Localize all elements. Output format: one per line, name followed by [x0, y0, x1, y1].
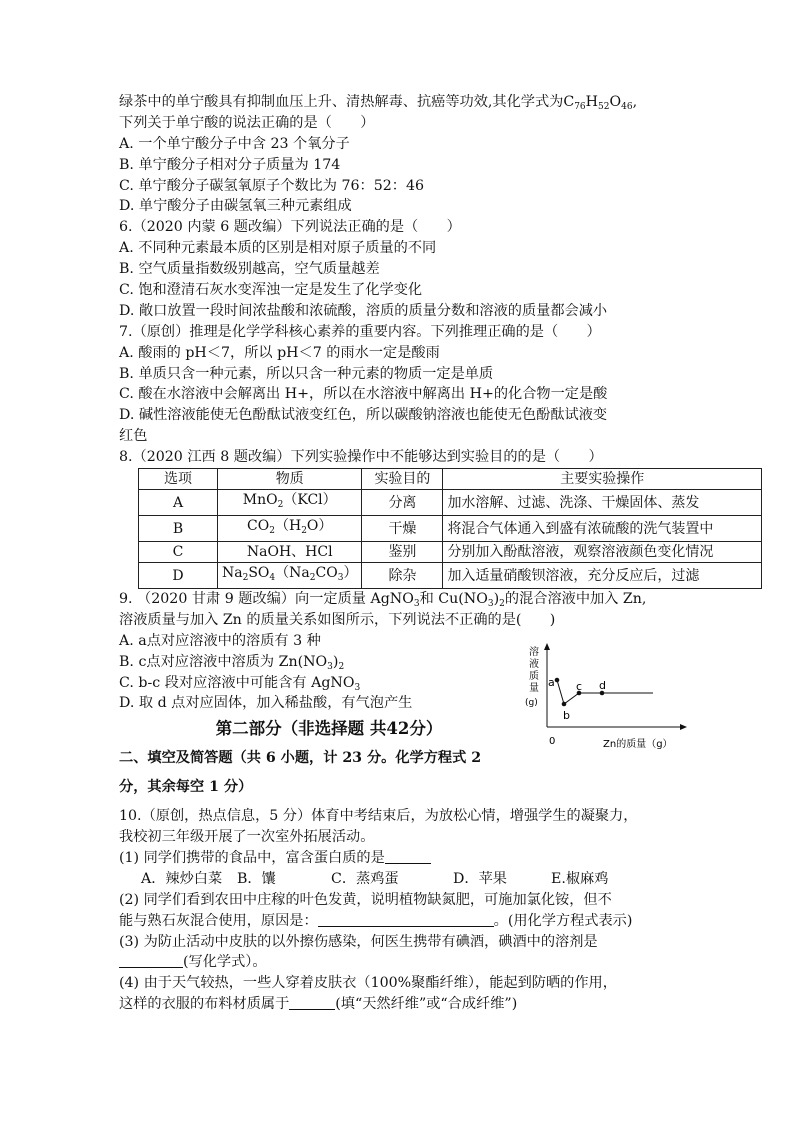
x-axis-arrow [680, 724, 687, 730]
q7-option: D. 碱性溶液能使无色酚酞试液变红色，所以碳酸钠溶液也能使无色酚酞试液变 [119, 407, 608, 424]
table-header: 选项 [139, 469, 218, 490]
q9-option: B. c点对应溶液中溶质为 $Zn(NO_3)_2$ [119, 653, 345, 672]
table-row: A MnO$_2$（KCl） 分离 加水溶解、过滤、洗涤、干燥固体、蒸发 [139, 490, 762, 516]
intro-line1: 绿茶中的单宁酸具有抑制血压上升、清热解毒、抗癌等功效,其化学式为$C_{76}H_{52}O_{46}$, [119, 94, 638, 112]
q7-stem: 7.（原创）推理是化学学科核心素养的重要内容。下列推理正确的是（ ） [119, 323, 601, 340]
q7-option: B. 单质只含一种元素，所以只含一种元素的物质一定是单质 [119, 365, 494, 382]
q6-stem: 6.（2020 内蒙 6 题改编）下列说法正确的是（ ） [119, 219, 461, 236]
answer-blank[interactable] [385, 849, 431, 864]
intro-option: D. 单宁酸分子由碳氢氧三种元素组成 [119, 198, 352, 215]
table-row: B $CO_2(H_2O)$ 干燥 将混合气体通入到盛有浓硫酸的洗气装置中 [139, 516, 762, 542]
q9-option: A. a点对应溶液中的溶质有 3 种 [119, 632, 321, 649]
q7-option-cont: 红色 [119, 428, 148, 445]
table-row: D $Na_2SO_4(Na_2CO_3)$ 除杂 加入适量硝酸钡溶液，充分反应后，过滤 [139, 563, 762, 589]
q9-option: D. 取 d 点对应固体，加入稀盐酸，有气泡产生 [119, 695, 413, 712]
intro-option: B. 单宁酸分子相对分子质量为 174 [119, 156, 341, 173]
y-label-char: 溶 [529, 647, 539, 658]
table-header: 主要实验操作 [443, 469, 762, 490]
part2-title: 第二部分（非选择题 共42分） [215, 719, 443, 739]
intro-line2: 下列关于单宁酸的说法正确的是（ ） [119, 114, 375, 131]
answer-blank[interactable] [289, 995, 335, 1010]
q9-stem2: 溶液质量与加入 Zn 的质量关系如图所示，下列说法不正确的是( ) [119, 611, 556, 628]
q10-sub1: (1) 同学们携带的食品中，富含蛋白质的是 [119, 848, 749, 869]
exam-page [119, 92, 749, 1015]
q6-option: D. 敞口放置一段时间浓盐酸和浓硫酸，溶质的质量分数和溶液的质量都会减小 [119, 302, 608, 319]
point-a [555, 678, 560, 683]
q10-sub4: (4) 由于天气较热，一些人穿着皮肤衣（100%聚酯纤维），能起到防晒的作用， [119, 975, 617, 992]
section-heading: 二、填空及简答题（共 6 小题，计 23 分。化学方程式 2 [119, 750, 482, 767]
point-label: c [576, 680, 583, 693]
y-label-char: 量 [529, 683, 539, 694]
q10-sub4-cont: 这样的衣服的布料材质属于 (填“天然纤维”或“合成纤维”) [119, 996, 518, 1013]
q9-graph [519, 643, 689, 753]
y-label-char: 液 [529, 659, 539, 670]
answer-blank[interactable] [119, 953, 183, 968]
q9-option: C. b-c 段对应溶液中可能含有 AgNO$_3$ [119, 674, 361, 693]
q6-option: A. 不同种元素最本质的区别是相对原子质量的不同 [119, 240, 437, 257]
x-label: Zn的质量（g） [603, 739, 673, 750]
q10-stem2: 我校初三年级开展了一次室外拓展活动。 [119, 829, 375, 846]
point-label: a [548, 676, 555, 689]
q8-stem: 8.（2020 江西 8 题改编）下列实验操作中不能够达到实验目的的是（ ） [119, 449, 603, 466]
point-label: d [599, 679, 606, 692]
intro-option: A. 一个单宁酸分子中含 23 个氧分子 [119, 135, 350, 152]
origin-label: 0 [549, 736, 556, 747]
q10-sub3-cont: (写化学式）。 [119, 952, 749, 973]
q10-sub2-cont: 能与熟石灰混合使用，原因是： 。(用化学方程式表示) [119, 912, 633, 929]
intro-option: C. 单宁酸分子碳氢氧原子个数比为 76：52：46 [119, 177, 425, 194]
q10-sub2: (2) 同学们看到农田中庄稼的叶色发黄，说明植物缺氮肥，可施加氯化铵，但不 [119, 891, 612, 908]
q8-table [138, 468, 762, 589]
q7-option: C. 酸在水溶液中会解离出 H+，所以在水溶液中解离出 H+的化合物一定是酸 [119, 386, 608, 403]
q9-stem: 9. （2020 甘肃 9 题改编）向一定质量 AgNO$_3$和 $Cu(NO_3)_2$的混合溶液中加入 Zn, [119, 591, 647, 610]
y-unit: (g) [525, 698, 538, 708]
q10-sub3: (3) 为防止活动中皮肤的以外擦伤感染，何医生携带有碘酒，碘酒中的溶剂是 [119, 933, 598, 950]
table-row: C NaOH、HCl 鉴别 分别加入酚酞溶液，观察溶液颜色变化情况 [139, 542, 762, 563]
y-axis-arrow [544, 643, 550, 650]
y-label-char: 质 [529, 671, 539, 682]
q10-stem: 10.（原创，热点信息，5 分）体育中考结束后，为放松心情，增强学生的凝聚力， [119, 808, 638, 825]
q6-option: C. 饱和澄清石灰水变浑浊一定是发生了化学变化 [119, 282, 423, 299]
table-header-row [139, 469, 762, 490]
point-b [562, 702, 567, 707]
q7-option: A. 酸雨的 pH＜7，所以 pH＜7 的雨水一定是酸雨 [119, 344, 440, 361]
section-heading-cont: 分，其余每空 1 分） [119, 779, 253, 796]
table-header: 实验目的 [362, 469, 443, 490]
q6-option: B. 空气质量指数级别越高，空气质量越差 [119, 261, 380, 278]
point-label: b [563, 709, 570, 722]
answer-blank[interactable] [318, 912, 494, 927]
q10-sub1-options: A．辣炒白菜 B．馕 C．蒸鸡蛋 D．苹果 E.椒麻鸡 [141, 870, 609, 887]
table-header: 物质 [218, 469, 362, 490]
